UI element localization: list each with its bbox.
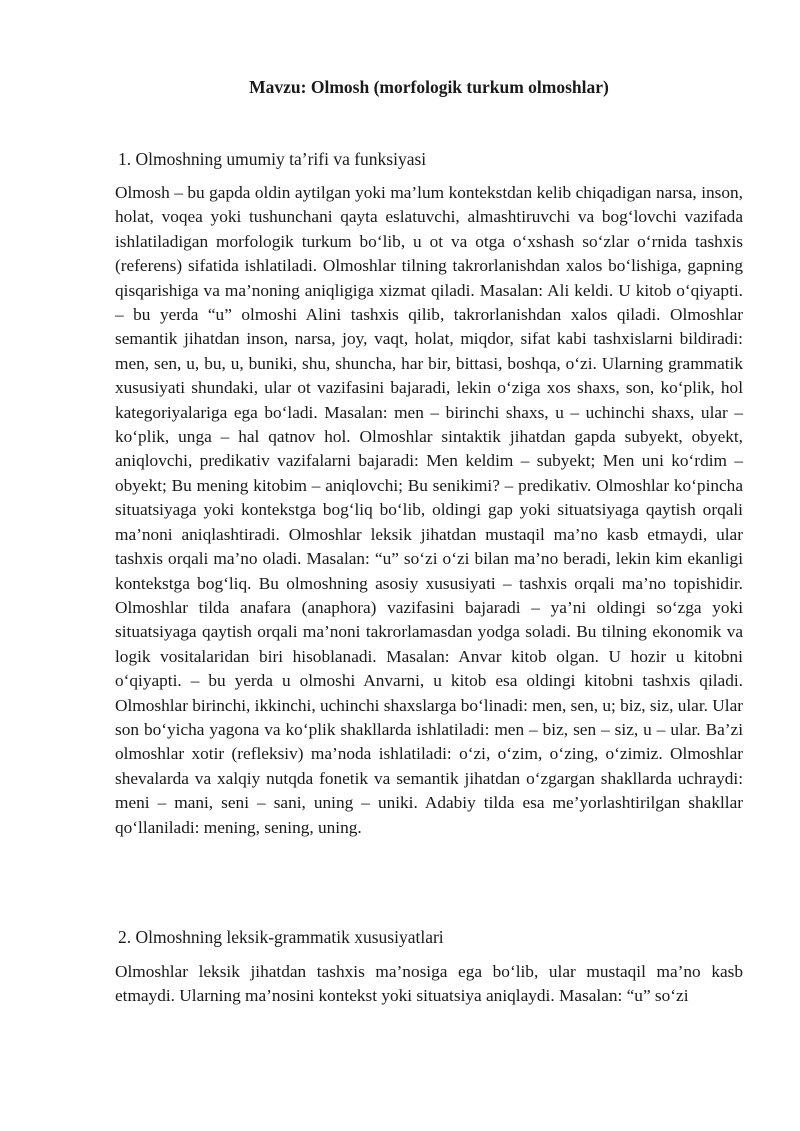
section-paragraph-2: Olmoshlar leksik jihatdan tashxis ma’nosiga ega bo‘lib, ular mustaqil ma’no kasb etmaydi. Ularning ma’nosini kontekst yoki situatsiya aniqlaydi. Masalan: “u” so‘zi — [115, 962, 743, 1006]
document-title: Mavzu: Olmosh (morfologik turkum olmoshlar) — [249, 77, 609, 97]
section-heading-2: 2. Olmoshning leksik-grammatik xususiyatlari — [118, 927, 444, 947]
section-heading-1: 1. Olmoshning umumiy ta’rifi va funksiyasi — [118, 149, 427, 169]
section-paragraph-1: Olmosh – bu gapda oldin aytilgan yoki ma’lum kontekstdan kelib chiqadigan narsa, inson, holat, voqea yoki tushunchani qayta eslatuvchi, almashtiruvchi va bog‘lovchi vazifada ishlatiladigan morfologik turkum bo‘lib, u ot va otga o‘xshash so‘zlar o‘rnida tashxis (referens) sifatida ishlatiladi. Olmoshlar tilning takrorlanishdan xalos bo‘lishiga, gapning qisqarishiga va ma’noning aniqligiga xizmat qiladi. Masalan: Ali keldi. U kitob o‘qiyapti. – bu yerda “u” olmoshi Alini tashxis qilib, takrorlanishdan xalos qiladi. Olmoshlar semantik jihatdan inson, narsa, joy, vaqt, holat, miqdor, sifat kabi tashxislarni bildiradi: men, sen, u, bu, u, buniki, shu, shuncha, har bir, bittasi, boshqa, o‘zi. Ularning grammatik xususiyati shundaki, ular ot vazifasini bajaradi, lekin o‘ziga xos shaxs, son, ko‘plik, hol kategoriyalariga ega bo‘ladi. Masalan: men – birinchi shaxs, u – uchinchi shaxs, ular – ko‘plik, unga – hal qatnov hol. Olmoshlar sintaktik jihatdan gapda subyekt, obyekt, aniqlovchi, predikativ vazifalarni bajaradi: Men keldim – subyekt; Men uni ko‘rdim – obyekt; Bu mening kitobim – aniqlovchi; Bu senikimi? – predikativ. Olmoshlar ko‘pincha situatsiyaga yoki kontekstga bog‘liq bo‘lib, oldingi gap yoki situatsiyaga qaytish orqali ma’noni aniqlashtiradi. Olmoshlar leksik jihatdan mustaqil ma’no kasb etmaydi, ular tashxis orqali ma’no oladi. Masalan: “u” so‘zi o‘zi bilan ma’no beradi, lekin kim ekanligi kontekstga bog‘liq. Bu olmoshning asosiy xususiyati – tashxis orqali ma’no topishidir. Olmoshlar tilda anafara (anaphora) vazifasini bajaradi – ya’ni oldingi so‘zga yoki situatsiyaga qaytish orqali ma’noni takrorlamasdan yodga soladi. Bu tilning ekonomik va logik vositalaridan biri hisoblanadi. Masalan: Anvar kitob olgan. U hozir u kitobni o‘qiyapti. – bu yerda u olmoshi Anvarni, u kitob esa oldingi kitobni tashxis qiladi. Olmoshlar birinchi, ikkinchi, uchinchi shaxslarga bo‘linadi: men, sen, u; biz, siz, ular. Ular son bo‘yicha yagona va ko‘plik shakllarda ishlatiladi: men – biz, sen – siz, u – ular. Ba’zi olmoshlar xotir (refleksiv) ma’noda ishlatiladi: o‘zi, o‘zim, o‘zing, o‘zimiz. Olmoshlar shevalarda va xalqiy nutqda fonetik va semantik jihatdan o‘zgargan shakllarda uchraydi: meni – mani, seni – sani, uning – uniki. Adabiy tilda esa me’yorlashtirilgan shakllar qo‘llaniladi: mening, sening, uning. — [115, 183, 743, 837]
